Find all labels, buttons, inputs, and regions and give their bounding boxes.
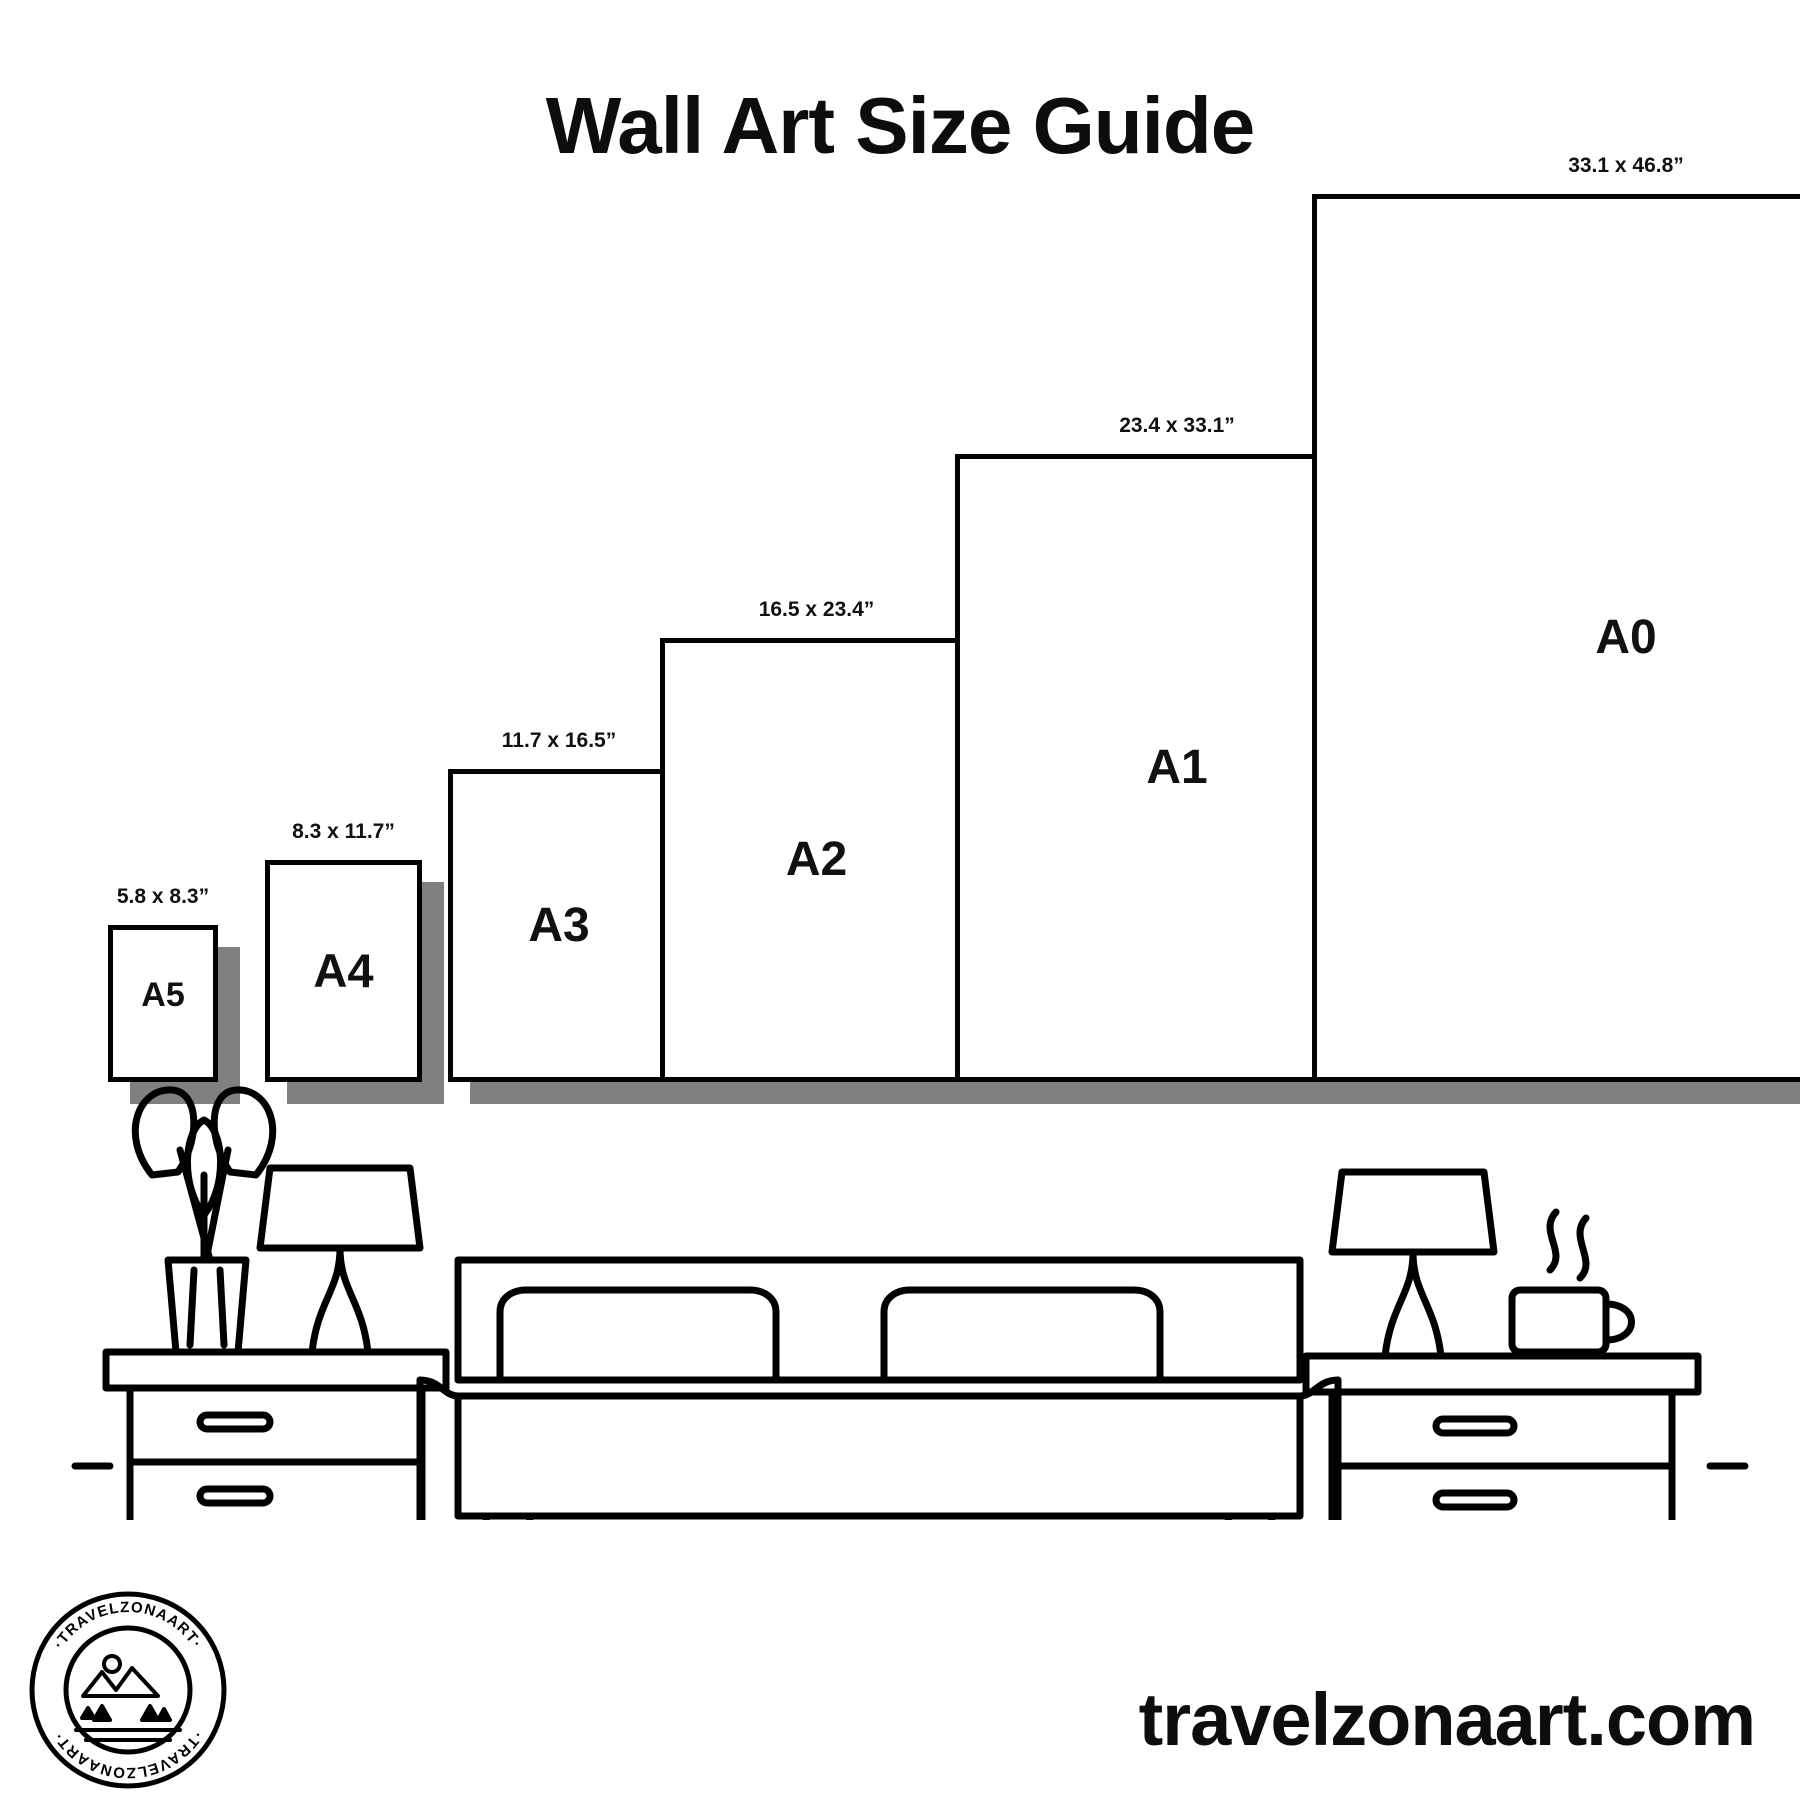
page-title: Wall Art Size Guide [545,81,1255,170]
frame-size-label: A1 [1146,741,1208,794]
frame-size-row [0,154,1800,1014]
coffee-cup-icon [1512,1212,1632,1352]
right-nightstand-icon [1306,1356,1698,1520]
potted-plant-icon [135,1090,272,1352]
frame-size-label: A5 [141,975,185,1014]
brand-logo [28,1590,228,1790]
frame-dimension-label: 8.3 x 11.7” [292,820,395,843]
frame-size-label: A0 [1595,611,1657,664]
mountain-lake-badge-icon [76,1656,180,1740]
frame-size-label: A4 [313,944,374,997]
frame-dimension-label: 5.8 x 8.3” [116,885,210,908]
frame-dimension-label: 16.5 x 23.4” [758,598,875,621]
frame-dimension-label: 33.1 x 46.8” [1568,154,1684,177]
frame-dimension-label: 23.4 x 33.1” [1119,414,1235,437]
logo-ring-text-bottom: ·TRAVELZONAART· [50,1728,206,1782]
left-table-lamp-icon [260,1168,420,1352]
logo-ring-text-top: ·TRAVELZONAART· [50,1598,206,1652]
left-nightstand-icon [106,1352,446,1520]
site-url: travelzonaart.com [1138,1678,1755,1761]
frame-size-label: A2 [785,833,848,886]
frame-size-label: A3 [528,898,590,952]
frame-dimension-label: 11.7 x 16.5” [501,729,617,752]
bedroom-illustration [60,960,1760,1520]
right-table-lamp-icon [1332,1172,1494,1356]
bed-icon [420,1260,1338,1520]
